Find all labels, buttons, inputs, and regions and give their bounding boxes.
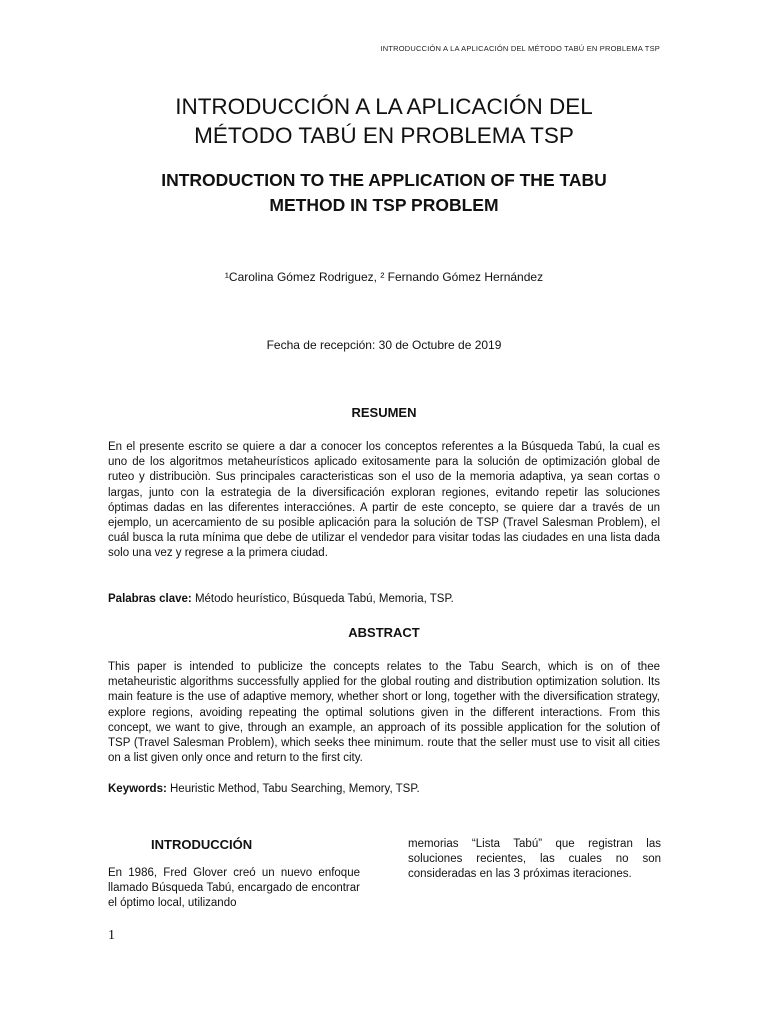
intro-heading: INTRODUCCIÓN <box>151 837 253 852</box>
running-header: INTRODUCCIÓN A LA APLICACIÓN DEL MÉTODO TABÚ EN PROBLEMA TSP <box>380 44 660 53</box>
authors: ¹Carolina Gómez Rodriguez, ² Fernando Gómez Hernández <box>224 270 544 284</box>
keywords-label: Keywords: <box>108 783 167 795</box>
intro-left-text: En 1986, Fred Glover creó un nuevo enfoque llamado Búsqueda Tabú, encargado de encontrar el óptimo local, utilizando <box>108 867 360 910</box>
keywords-values: Heuristic Method, Tabu Searching, Memory, TSP. <box>166 783 420 795</box>
paper-subtitle <box>100 168 668 218</box>
intro-right-text: memorias “Lista Tabú” que registran las soluciones recientes, las cuales no son consideradas en las 3 próximas iteraciones. <box>408 838 661 881</box>
subtitle-line-2: METHOD IN TSP PROBLEM <box>269 195 499 215</box>
subtitle-line-1: INTRODUCTION TO THE APPLICATION OF THE TABU <box>161 170 607 190</box>
paper-title <box>100 92 668 150</box>
palabras-clave-values: Método heurístico, Búsqueda Tabú, Memoria, TSP. <box>191 593 454 605</box>
resumen-heading: RESUMEN <box>351 405 417 420</box>
reception-date: Fecha de recepción: 30 de Octubre de 2019 <box>266 338 502 352</box>
intro-right-column <box>408 837 661 883</box>
page-number: 1 <box>108 928 115 943</box>
keywords <box>108 783 660 795</box>
resumen-body: En el presente escrito se quiere a dar a conocer los conceptos referentes a la Búsqueda Tabú, la cual es uno de los algoritmos metaheurísticos aplicado exitosamente para la solución de optimización global de ruteo y distribuciòn. Sus principales caracteristicas son el uso de la memoria adaptiva, ya sean cortas o largas, junto con la estrategia de la diversificación exploran regiones, evitando repetir las soluciones óptimas dadas en las diferentes interacciónes. A partir de este concepto, se quiere dar a través de un ejemplo, un acercamiento de su posible aplicación para la solución de TSP (Travel Salesman Problem), el cuál busca la ruta mínima que debe de utilizar el vendedor para visitar todas las ciudades en una lista dada solo una vez y regrese a la primera ciudad. <box>108 441 660 560</box>
abstract-heading: ABSTRACT <box>348 625 420 640</box>
title-line-2: MÉTODO TABÚ EN PROBLEMA TSP <box>194 123 574 148</box>
palabras-clave <box>108 593 660 605</box>
palabras-clave-label: Palabras clave: <box>108 593 192 605</box>
intro-left-column <box>108 837 360 912</box>
title-line-1: INTRODUCCIÓN A LA APLICACIÓN DEL <box>175 94 593 119</box>
abstract-body: This paper is intended to publicize the concepts relates to the Tabu Search, which is on of thee metaheuristic algorithms successfully applied for the global routing and distribution optimization solution. Its main feature is the use of adaptive memory, whether short or long, together with the diversification strategy, explore regions, avoiding repeating the optimal solutions given in the different interactions. From this concept, we want to give, through an example, an approach of its possible application for the solution of TSP (Travel Salesman Problem), which seeks thee minimum. route that the seller must use to visit all cities on a list given only once and return to the first city. <box>108 661 660 765</box>
